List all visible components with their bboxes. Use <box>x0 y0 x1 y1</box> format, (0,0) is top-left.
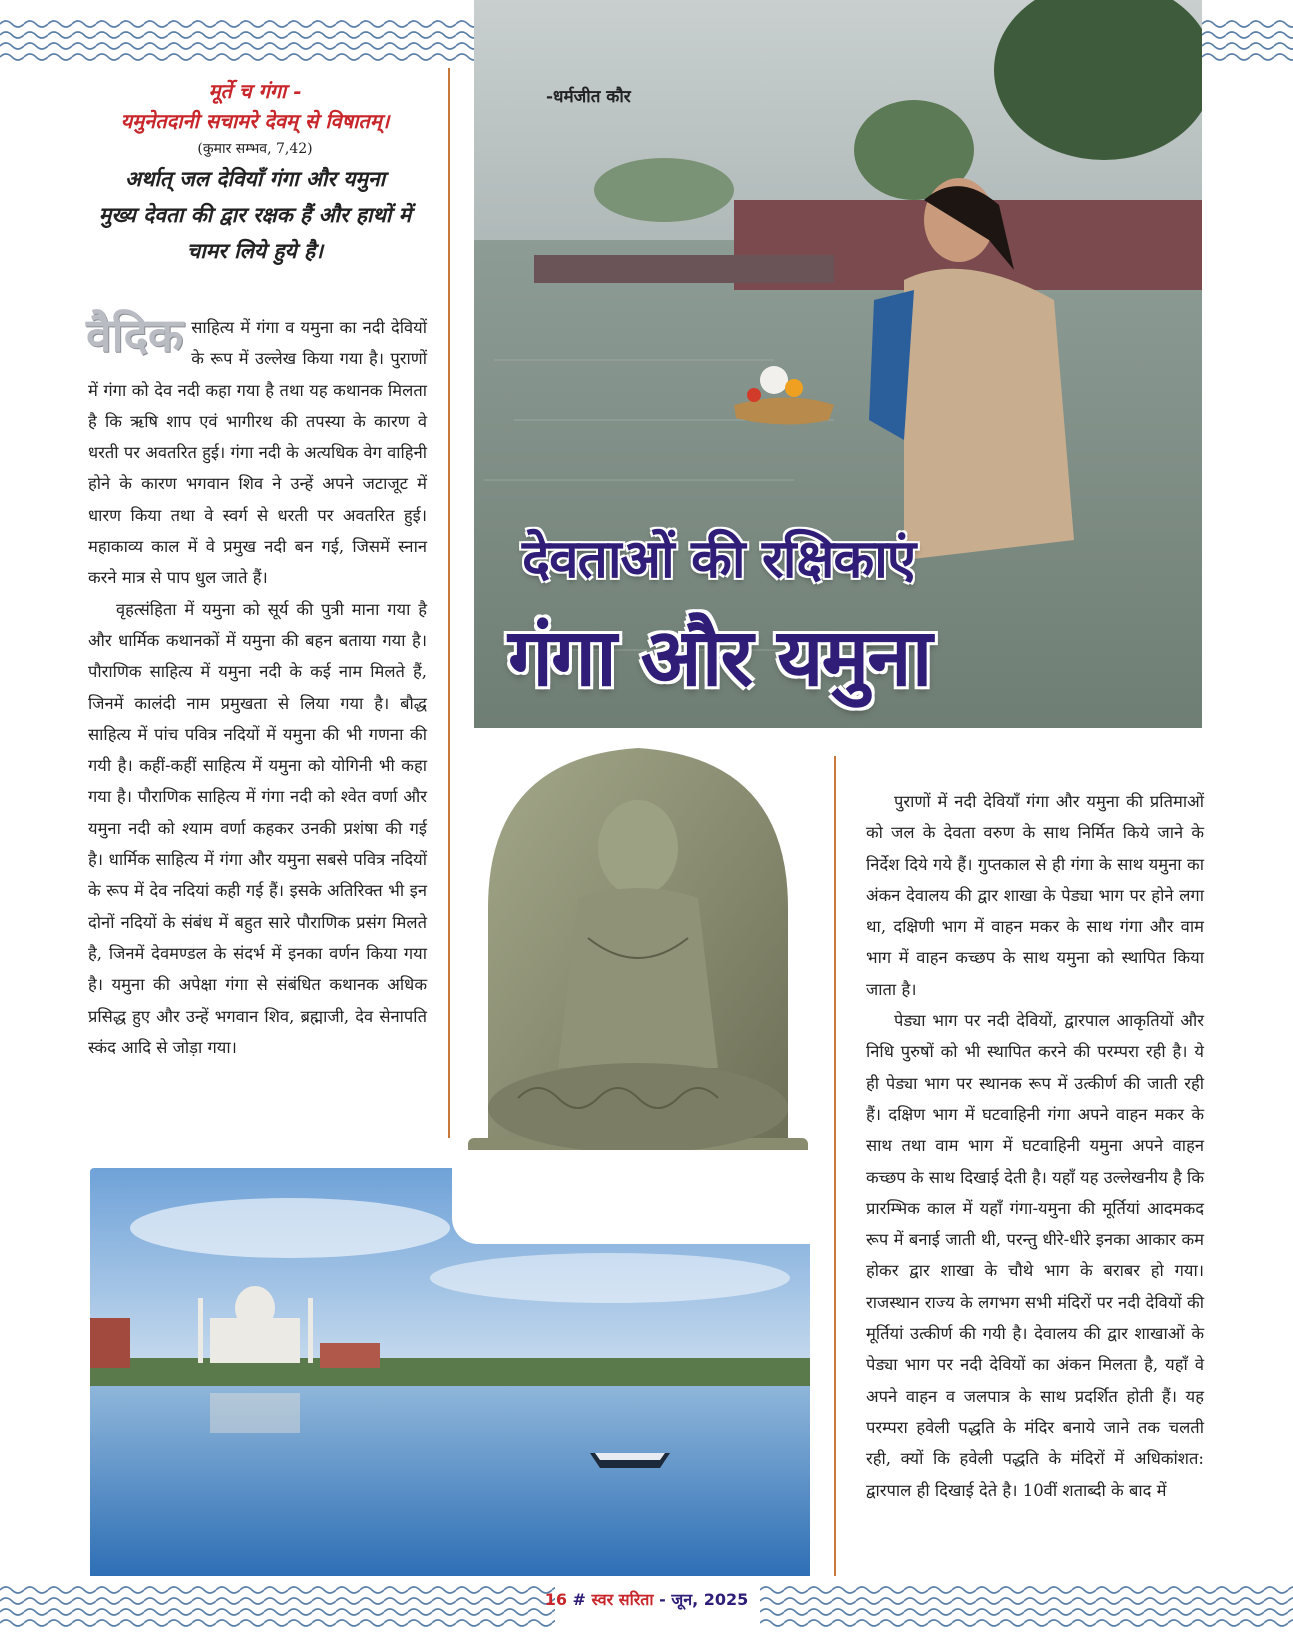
sanskrit-line2: यमुनेतदानी सचामरे देवम् से विषातम्। <box>120 109 390 133</box>
quote-meaning-line2: मुख्य देवता की द्वार रक्षक हैं और हाथों में <box>98 202 412 227</box>
sanskrit-line1: मूर्ते च गंगा - <box>208 79 302 103</box>
dropcap-word: वैदिक <box>86 308 184 362</box>
paragraph-text: साहित्य में गंगा व यमुना का नदी देवियों के रूप में उल्लेख किया गया है। पुराणों में गंगा को देव नदी कहा गया है तथा यह कथानक मिलता है कि ऋषि शाप एवं भागीरथ की तपस्या के कारण वे धरती पर अवतरित हुई। गंगा नदी के अत्यधिक वेग वाहिनी होने के कारण भगवान शिव ने उन्हें अपने जटाजूट में धारण किया तथा वे स्वर्ग से धरती पर अवतरित हुई। महाकाव्य काल में वे प्रमुख नदी बन गई, जिसमें स्नान करने मात्र से पाप धुल जाते हैं। <box>88 318 427 588</box>
footer-separator: # <box>566 1590 592 1609</box>
magazine-name: स्वर सरिता <box>591 1590 654 1609</box>
paragraph <box>86 308 427 594</box>
page-footer <box>0 1588 1293 1610</box>
top-right-wave-border <box>1202 18 1293 62</box>
top-left-wave-border <box>0 18 474 62</box>
column-rule-right <box>834 756 836 1576</box>
hero-photo-woman-in-river <box>474 0 1202 728</box>
issue-date: - जून, 2025 <box>653 1590 749 1609</box>
quote-meaning-line1: अर्थात् जल देवियाँ गंगा और यमुना <box>124 166 386 191</box>
quote-citation: (कुमार सम्भव, 7,42) <box>197 141 313 157</box>
article-title-line1: देवताओं की रक्षिकाएं <box>522 529 916 590</box>
paragraph: पेड्या भाग पर नदी देवियों, द्वारपाल आकृतियों और निधि पुरुषों को भी स्थापित करने की परम्परा रही है। ये ही पेड्या भाग पर स्थानक रूप में उत्कीर्ण की जाती रही हैं। दक्षिण भाग में घटवाहिनी गंगा अपने वाहन मकर के साथ तथा वाम भाग में घटवाहिनी यमुना अपने वाहन कच्छप के साथ दिखाई देती है। यहाँ यह उल्लेखनीय है कि प्रारम्भिक काल में यहाँ गंगा-यमुना की मूर्तियां आदमकद रूप में बनाई जाती थी, परन्तु धीरे-धीरे इनका आकार कम होकर द्वार शाखा के चौथे भाग के बराबर हो गया। राजस्थान राज्य के लगभग सभी मंदिरों पर नदी देवियों की मूर्तियां उत्कीर्ण की गयी है। देवालय की द्वार शाखाओं के पेड्या भाग पर नदी देवियों का अंकन मिलता है, यहाँ वे अपने वाहन व जलपात्र के साथ प्रदर्शित होती हैं। यह परम्परा हवेली पद्धति के मंदिर बनाये जाने तक चलती रही, क्यों कि हवेली पद्धति के मंदिरों में अधिकांशत: द्वारपाल ही दिखाई देते है। 10वीं शताब्दी के बाद में <box>866 1011 1204 1500</box>
sanskrit-quote-block <box>80 76 430 268</box>
quote-meaning-line3: चामर लिये हुये है। <box>186 238 324 263</box>
article-column-right <box>866 786 1204 1506</box>
page-number: 16 <box>544 1590 567 1609</box>
article-title-line2: गंगा और यमुना <box>508 611 931 704</box>
paragraph: वृहत्संहिता में यमुना को सूर्य की पुत्री माना गया है और धार्मिक कथानकों में यमुना की बहन बताया गया है। पौराणिक साहित्य में यमुना नदी के कई नाम मिलते हैं, जिनमें कालंदी नाम प्रमुखता से लिया गया है। बौद्ध साहित्य में पांच पवित्र नदियों में यमुना की भी गणना की गयी है। कहीं-कहीं साहित्य में यमुना को योगिनी भी कहा गया है। पौराणिक साहित्य में गंगा नदी को श्वेत वर्णा और यमुना नदी को श्याम वर्णा कहकर उनकी प्रशंषा की गई है। धार्मिक साहित्य में गंगा और यमुना सबसे पवित्र नदियों के रूप में देव नदियां कही गई हैं। इसके अतिरिक्त भी इन दोनों नदियों के संबंध में बहुत सारे पौराणिक प्रसंग मिलते है, जिनमें देवमण्डल के संदर्भ में इनका वर्णन किया गया है। यमुना की अपेक्षा गंगा से संबंधित कथानक अधिक प्रसिद्ध हुए और उन्हें भगवान शिव, ब्रह्माजी, देव सेनापति स्कंद आदि से जोड़ा गया। <box>88 599 427 1057</box>
article-column-left <box>86 308 427 1063</box>
author-byline: -धर्मजीत कौर <box>546 87 631 107</box>
paragraph: पुराणों में नदी देवियाँ गंगा और यमुना की प्रतिमाओं को जल के देवता वरुण के साथ निर्मित किये जाने के निर्देश दिये गये हैं। गुप्तकाल से ही गंगा के साथ यमुना का अंकन देवालय की द्वार शाखा के पेड्या भाग पर होने लगा था, दक्षिणी भाग में वाहन मकर के साथ गंगा और वाम भाग में वाहन कच्छप के साथ यमुना को स्थापित किया जाता है। <box>866 792 1204 999</box>
photo-corner-cutout <box>452 1150 832 1244</box>
